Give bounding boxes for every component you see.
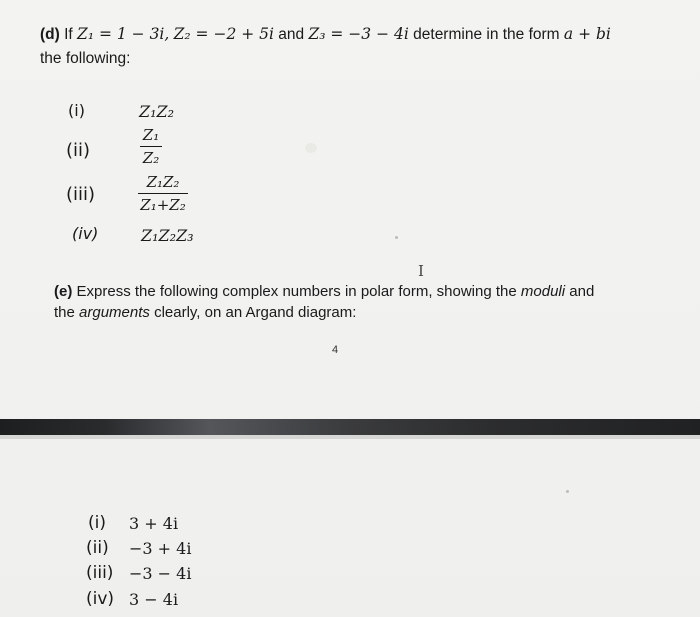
speck-mark <box>566 490 569 493</box>
part-d-line1 <box>40 25 611 44</box>
e-item-4-label: (iv) <box>86 589 115 609</box>
e-item-1-expr: 3 + 4i <box>129 514 179 533</box>
fraction-bar <box>140 146 162 147</box>
d-item-1-expr: Z₁Z₂ <box>139 102 175 121</box>
part-d-label: (d) <box>40 26 60 43</box>
page-separator-band <box>0 419 700 435</box>
fraction-bar <box>138 193 188 194</box>
d-item-3-numerator: Z₁Z₂ <box>146 173 180 191</box>
text-cursor-icon: I <box>418 262 424 280</box>
d-item-4-expr: Z₁Z₂Z₃ <box>141 226 194 245</box>
part-d-tail: determine in the form <box>413 26 560 43</box>
d-item-3-denominator: Z₁+Z₂ <box>140 196 186 215</box>
smudge-mark <box>305 143 317 153</box>
d-item-2-label: (ii) <box>66 140 91 161</box>
speck-mark <box>395 236 398 239</box>
part-e-line1-a: Express the following complex numbers in polar form, showing the <box>76 283 517 300</box>
part-e-line2 <box>54 304 356 321</box>
part-e-label: (e) <box>54 283 73 300</box>
e-item-1-label: (i) <box>88 513 106 533</box>
part-e-arguments: arguments <box>79 304 150 321</box>
part-e-line2-b: clearly, on an Argand diagram: <box>154 304 357 321</box>
form-a-plus-bi: a + bi <box>563 25 611 43</box>
e-item-2-expr: −3 + 4i <box>129 539 192 558</box>
part-e-line2-a: the <box>54 304 75 321</box>
z3-definition: Z₃ = −3 − 4i <box>308 25 409 43</box>
page-separator-highlight <box>0 435 700 439</box>
d-item-4-label: (iv) <box>72 224 99 243</box>
z2-definition: Z₂ = −2 + 5i <box>173 25 274 43</box>
d-item-3-fraction <box>138 173 188 214</box>
d-item-2-denominator: Z₂ <box>142 149 160 168</box>
page-number: 4 <box>332 344 339 356</box>
part-e-moduli: moduli <box>520 283 566 300</box>
part-e-line1 <box>54 283 594 300</box>
e-item-2-label: (ii) <box>86 538 109 558</box>
part-d-line2: the following: <box>40 50 131 67</box>
e-item-3-label: (iii) <box>86 563 114 583</box>
part-e-line1-b: and <box>569 283 595 300</box>
d-item-1-label: (i) <box>68 101 85 120</box>
d-item-2-numerator: Z₁ <box>142 126 160 144</box>
part-d-and: and <box>278 26 305 43</box>
e-item-3-expr: −3 − 4i <box>129 564 192 583</box>
e-item-4-expr: 3 − 4i <box>129 590 179 609</box>
d-item-2-fraction <box>140 126 162 167</box>
part-d-intro: If <box>64 26 73 43</box>
d-item-3-label: (iii) <box>66 184 96 205</box>
z1-definition: Z₁ = 1 − 3i, <box>77 25 170 43</box>
